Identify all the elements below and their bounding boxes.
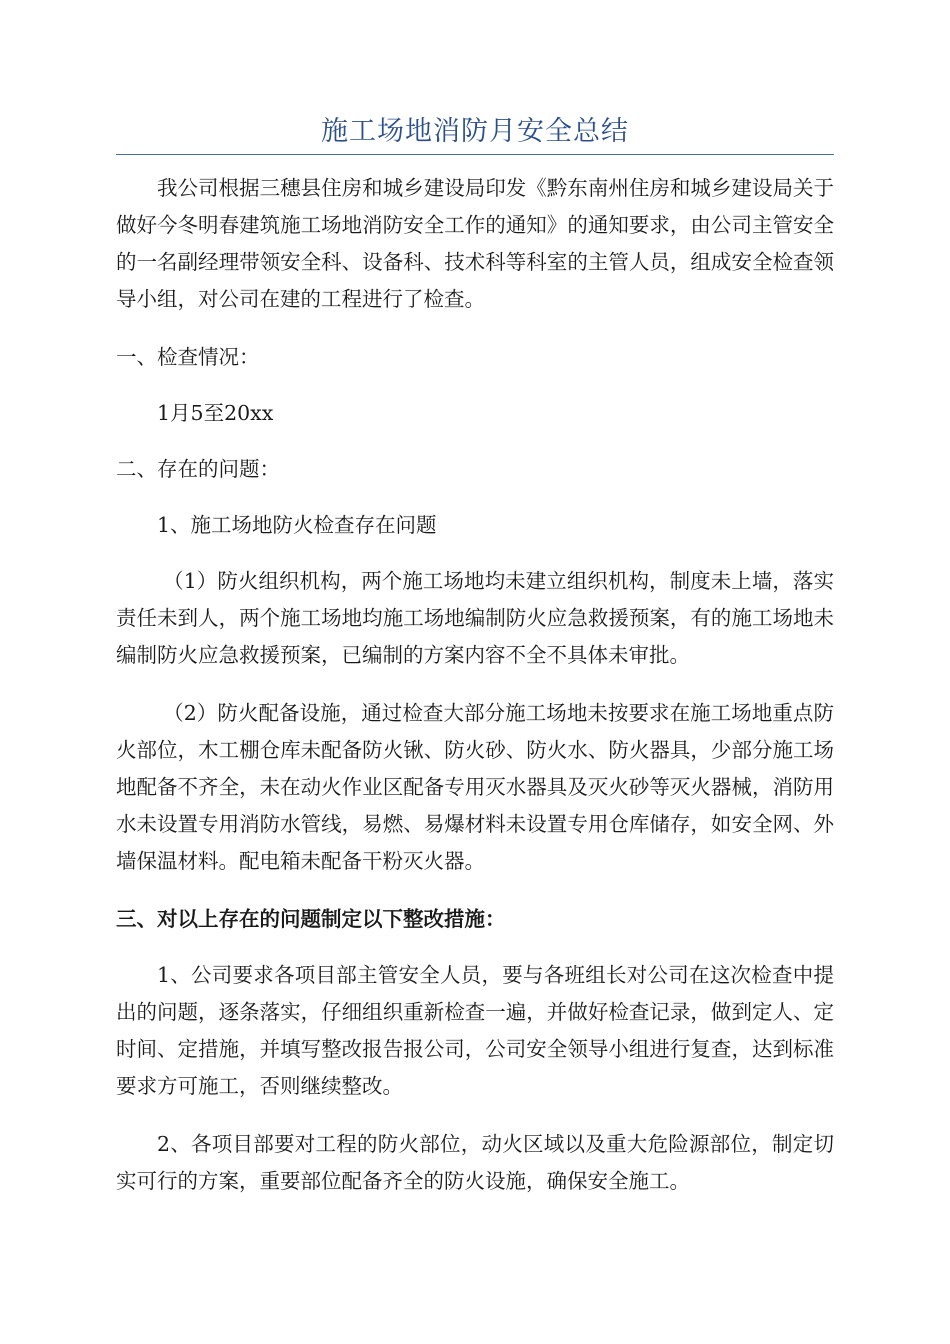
document-title: 施工场地消防月安全总结 <box>321 116 629 147</box>
problem-item-2: （2）防火配备设施，通过检查大部分施工场地未按要求在施工场地重点防火部位，木工棚仓库未配备防火锹、防火砂、防火水、防火器具，少部分施工场地配备不齐全，未在动火作业区配备专用灭水器具及灭火砂等灭火器械，消防用水未设置专用消防水管线，易燃、易爆材料未设置专用仓库储存，如安全网、外墙保温材料。配电箱未配备干粉灭火器。 <box>116 701 834 873</box>
document-body <box>116 170 834 1200</box>
section-heading-inspection: 一、检查情况： <box>116 345 260 369</box>
measure-item-2: 2、各项目部要对工程的防火部位，动火区域以及重大危险源部位，制定切实可行的方案，重要部位配备齐全的防火设施，确保安全施工。 <box>116 1132 834 1193</box>
inspection-date: 1月5至20xx <box>157 401 274 425</box>
intro-paragraph: 我公司根据三穗县住房和城乡建设局印发《黔东南州住房和城乡建设局关于做好今冬明春建筑施工场地消防安全工作的通知》的通知要求，由公司主管安全的一名副经理带领安全科、设备科、技术科等科室的主管人员，组成安全检查领导小组，对公司在建的工程进行了检查。 <box>116 176 834 311</box>
subheading-fire-check: 1、施工场地防火检查存在问题 <box>157 513 437 537</box>
section-heading-measures: 三、对以上存在的问题制定以下整改措施： <box>116 907 506 931</box>
title-underline <box>116 154 834 155</box>
section-heading-problems: 二、存在的问题： <box>116 457 280 481</box>
measure-item-1: 1、公司要求各项目部主管安全人员，要与各班组长对公司在这次检查中提出的问题，逐条落实，仔细组织重新检查一遍，并做好检查记录，做到定人、定时间、定措施，并填写整改报告报公司，公司安全领导小组进行复查，达到标准要求方可施工，否则继续整改。 <box>116 963 834 1098</box>
problem-item-1: （1）防火组织机构，两个施工场地均未建立组织机构，制度未上墙，落实责任未到人，两个施工场地均施工场地编制防火应急救援预案，有的施工场地未编制防火应急救援预案，已编制的方案内容不全不具体未审批。 <box>116 569 834 667</box>
